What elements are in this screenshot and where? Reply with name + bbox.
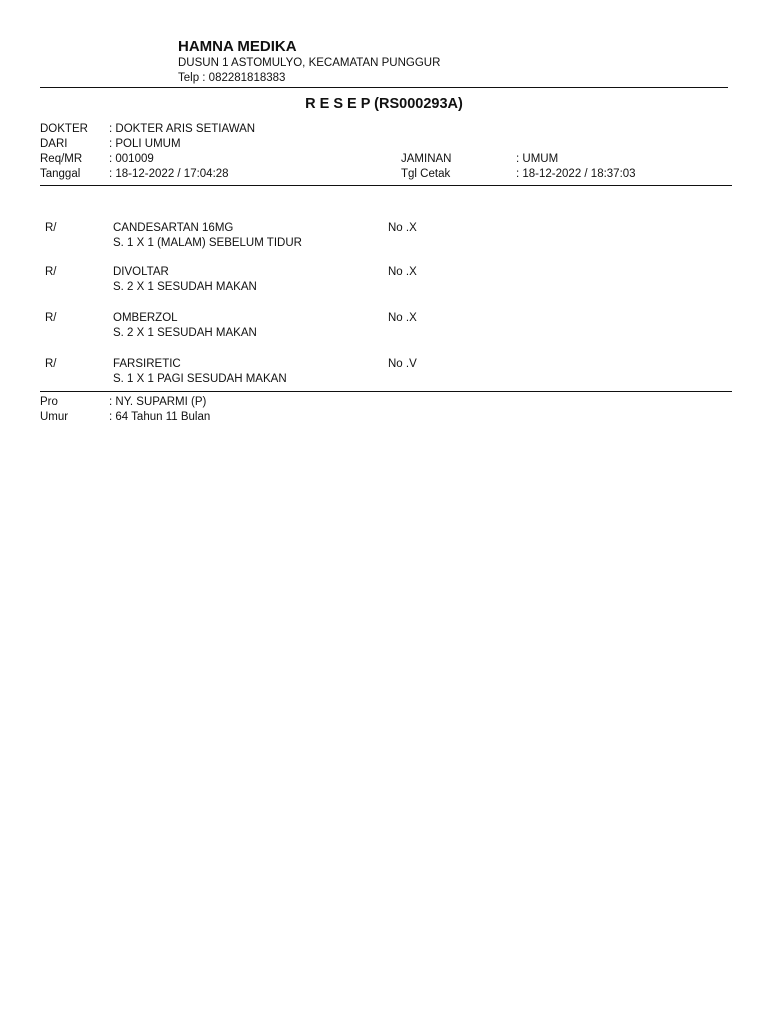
print-date-label: Tgl Cetak <box>401 168 451 180</box>
from-value: : POLI UMUM <box>109 138 181 150</box>
clinic-phone: Telp : 082281818383 <box>178 72 286 84</box>
drug-instruction: S. 2 X 1 SESUDAH MAKAN <box>113 281 257 293</box>
header-divider <box>40 87 728 88</box>
items-divider <box>40 391 732 392</box>
drug-instruction: S. 2 X 1 SESUDAH MAKAN <box>113 327 257 339</box>
drug-name: DIVOLTAR <box>113 266 169 278</box>
recipe-marker: R/ <box>45 266 57 278</box>
drug-instruction: S. 1 X 1 (MALAM) SEBELUM TIDUR <box>113 237 302 249</box>
prescription-title: R E S E P (RS000293A) <box>305 96 463 112</box>
patient-age: : 64 Tahun 11 Bulan <box>109 411 211 423</box>
clinic-name: HAMNA MEDIKA <box>178 38 297 55</box>
recipe-marker: R/ <box>45 312 57 324</box>
patient-age-label: Umur <box>40 411 69 423</box>
from-label: DARI <box>40 138 68 150</box>
reqmr-label: Req/MR <box>40 153 83 165</box>
drug-name: CANDESARTAN 16MG <box>113 222 234 234</box>
doctor-value: : DOKTER ARIS SETIAWAN <box>109 123 256 135</box>
drug-quantity: No .V <box>388 358 417 370</box>
doctor-label: DOKTER <box>40 123 88 135</box>
drug-name: FARSIRETIC <box>113 358 181 370</box>
clinic-address: DUSUN 1 ASTOMULYO, KECAMATAN PUNGGUR <box>178 57 441 69</box>
print-date-value: : 18-12-2022 / 18:37:03 <box>516 168 636 180</box>
date-value: : 18-12-2022 / 17:04:28 <box>109 168 229 180</box>
guarantee-label: JAMINAN <box>401 153 452 165</box>
drug-quantity: No .X <box>388 312 417 324</box>
drug-quantity: No .X <box>388 222 417 234</box>
patient-pro-label: Pro <box>40 396 58 408</box>
recipe-marker: R/ <box>45 358 57 370</box>
reqmr-value: : 001009 <box>109 153 154 165</box>
drug-name: OMBERZOL <box>113 312 178 324</box>
patient-name: : NY. SUPARMI (P) <box>109 396 207 408</box>
recipe-marker: R/ <box>45 222 57 234</box>
fields-divider <box>40 185 732 186</box>
guarantee-value: : UMUM <box>516 153 559 165</box>
date-label: Tanggal <box>40 168 81 180</box>
drug-quantity: No .X <box>388 266 417 278</box>
drug-instruction: S. 1 X 1 PAGI SESUDAH MAKAN <box>113 373 287 385</box>
